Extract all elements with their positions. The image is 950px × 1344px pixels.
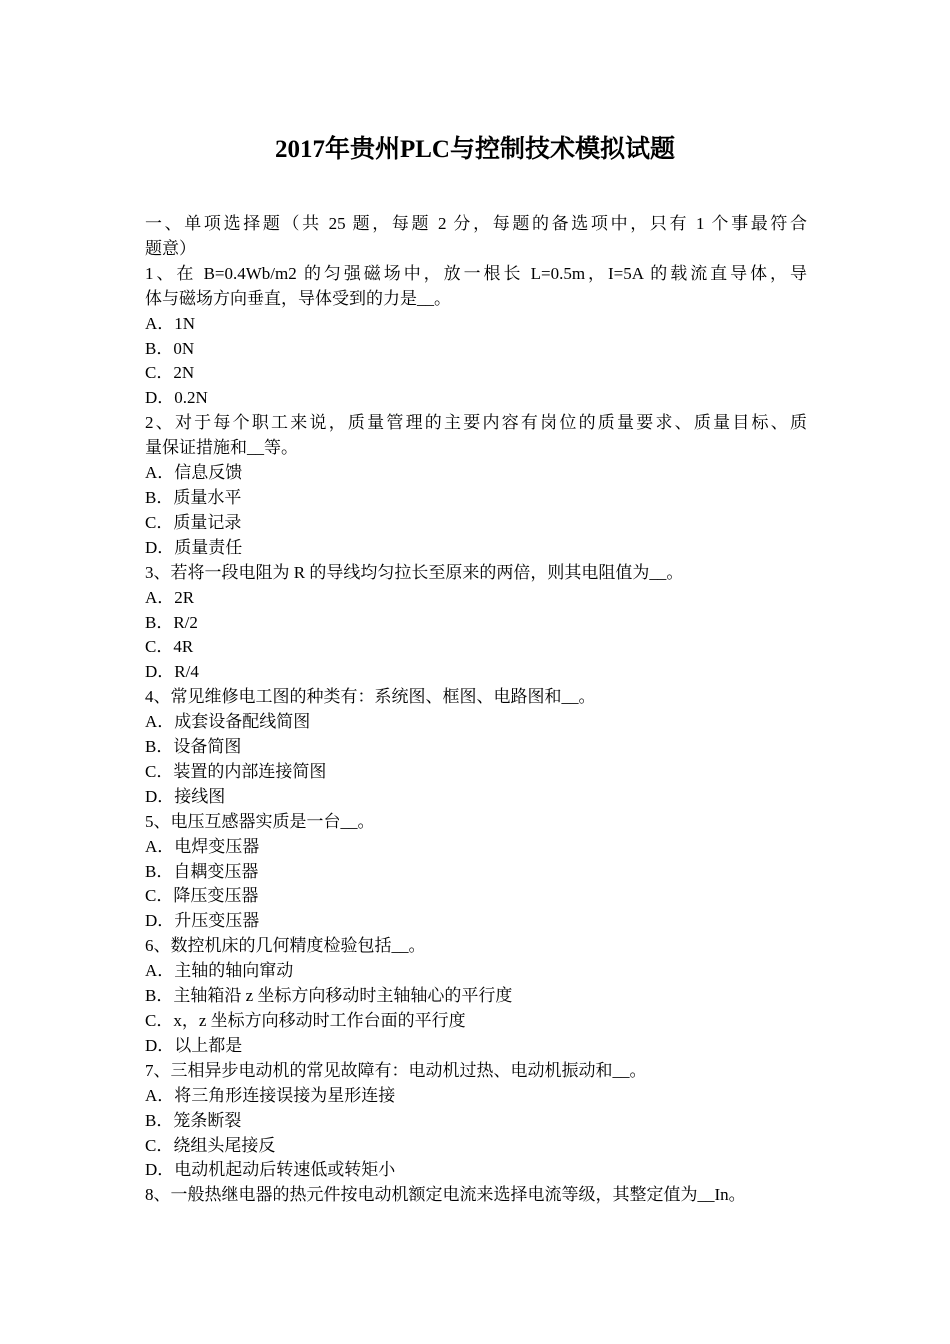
question-5 [145,810,807,935]
question-4 [145,685,807,810]
question-stem-line: 1、在 B=0.4Wb/m2 的匀强磁场中，放一根长 L=0.5m，I=5A 的载流直导体，导 [145,263,807,283]
option-c: C．降压变压器 [145,886,259,906]
option-b: B．笼条断裂 [145,1110,242,1130]
question-stem-line: 体与磁场方向垂直，导体受到的力是__。 [145,288,451,308]
option-a: A．2R [145,587,195,607]
question-stem-line: 8、一般热继电器的热元件按电动机额定电流来选择电流等级，其整定值为__In。 [145,1185,746,1205]
exam-body [145,212,807,1208]
option-c: C．装置的内部连接简图 [145,761,327,781]
option-c: C．2N [145,363,195,383]
question-stem-line: 3、若将一段电阻为 R 的导线均匀拉长至原来的两倍，则其电阻值为__。 [145,562,684,582]
question-stem-line: 量保证措施和__等。 [145,438,298,458]
question-stem-line: 6、数控机床的几何精度检验包括__。 [145,936,426,956]
question-3 [145,561,807,686]
option-d: D．R/4 [145,662,199,682]
option-c: C．质量记录 [145,512,242,532]
page-title: 2017年贵州PLC与控制技术模拟试题 [274,136,675,163]
question-stem-line: 2、对于每个职工来说，质量管理的主要内容有岗位的质量要求、质量目标、质 [145,413,807,433]
question-8 [145,1183,807,1208]
option-a: A．1N [145,313,196,333]
option-d: D．电动机起动后转速低或转矩小 [145,1160,396,1180]
option-d: D．0.2N [145,388,208,408]
option-b: B．主轴箱沿 z 坐标方向移动时主轴轴心的平行度 [145,986,513,1006]
option-c: C．绕组头尾接反 [145,1135,276,1155]
option-d: D．接线图 [145,786,226,806]
option-d: D．升压变压器 [145,911,260,931]
option-b: B．设备简图 [145,737,242,757]
option-b: B．质量水平 [145,487,242,507]
option-c: C．4R [145,637,194,657]
question-7 [145,1059,807,1184]
question-stem-line: 4、常见维修电工图的种类有：系统图、框图、电路图和__。 [145,687,596,707]
option-d: D．质量责任 [145,537,243,557]
option-b: B．0N [145,338,195,358]
option-a: A．主轴的轴向窜动 [145,961,294,981]
question-2 [145,411,807,560]
option-b: B．自耦变压器 [145,861,259,881]
option-a: A．信息反馈 [145,463,243,483]
option-d: D．以上都是 [145,1035,243,1055]
option-a: A．将三角形连接误接为星形连接 [145,1085,396,1105]
option-a: A．电焊变压器 [145,836,260,856]
option-a: A．成套设备配线简图 [145,712,311,732]
section-header-line-1: 一、单项选择题（共 25 题，每题 2 分，每题的备选项中，只有 1 个事最符合 [145,214,807,233]
option-b: B．R/2 [145,612,198,632]
question-stem-line: 5、电压互感器实质是一台__。 [145,811,375,831]
question-1 [145,262,807,411]
option-c: C．x，z 坐标方向移动时工作台面的平行度 [145,1011,466,1030]
section-header-line-2: 题意） [145,238,196,258]
question-6 [145,934,807,1059]
question-stem-line: 7、三相异步电动机的常见故障有：电动机过热、电动机振动和__。 [145,1060,647,1080]
